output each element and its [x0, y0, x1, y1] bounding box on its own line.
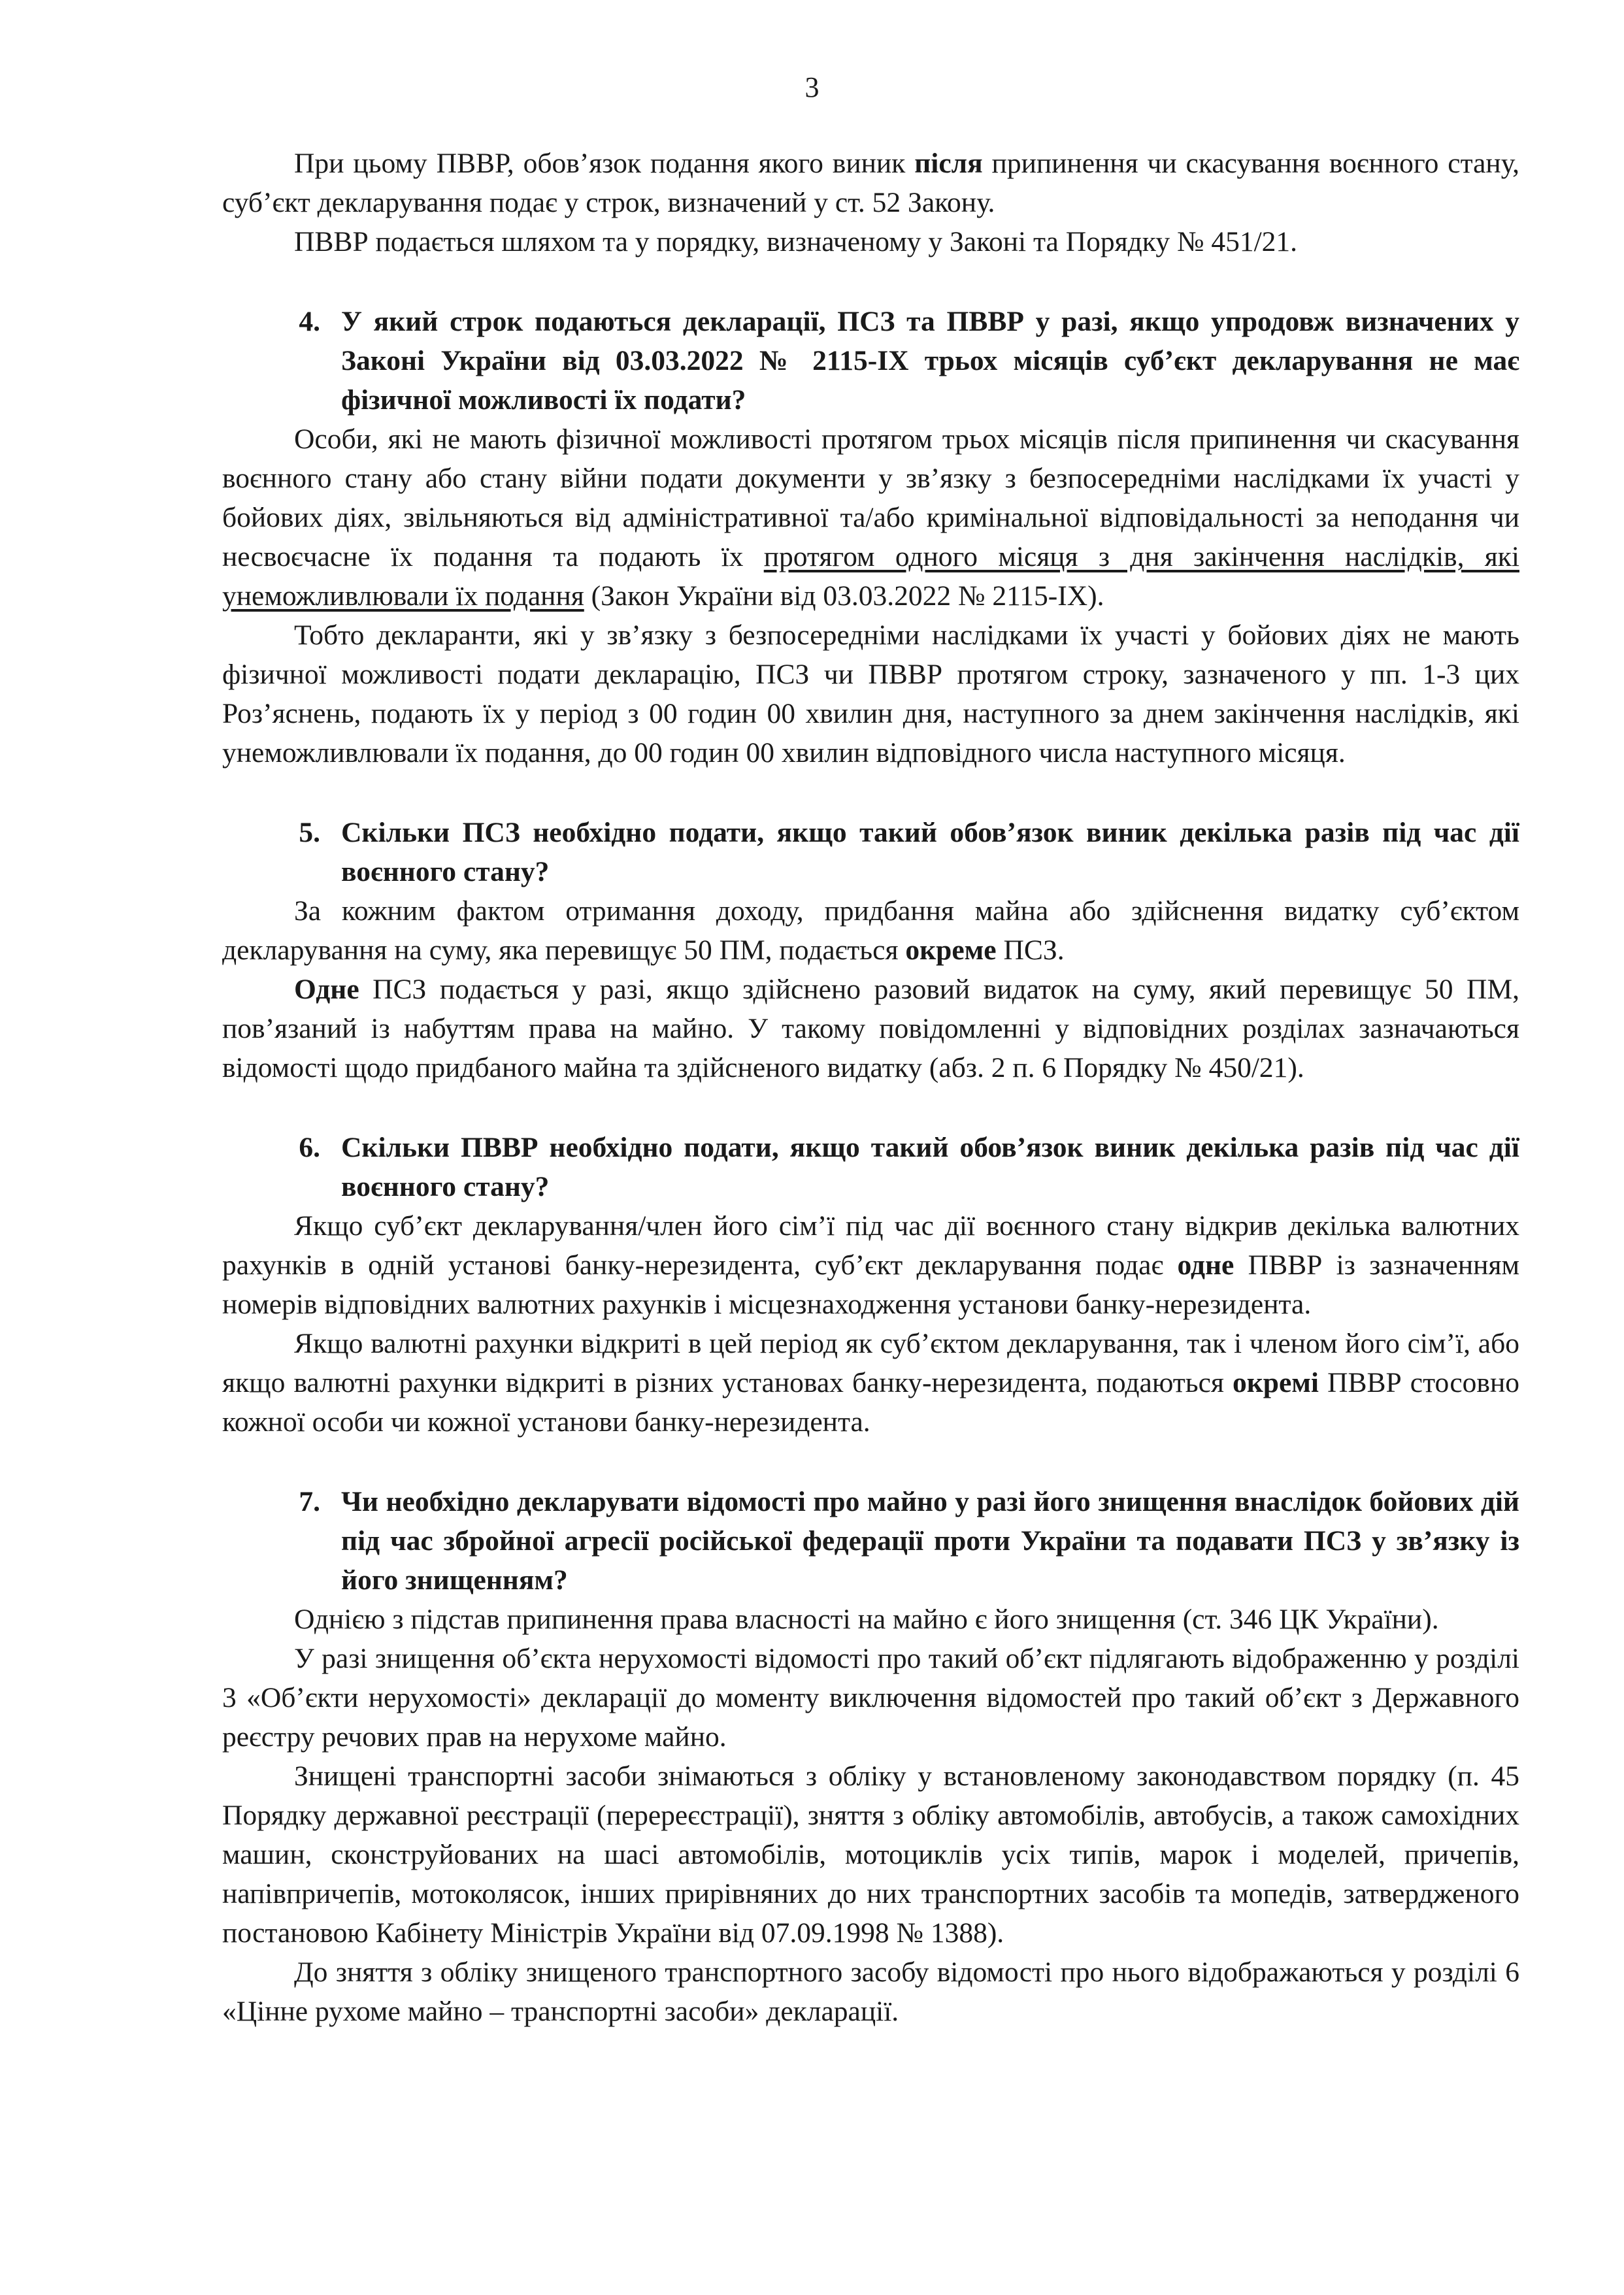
- text-run: Якщо валютні рахунки відкриті в цей період як суб’єктом декларування, так і членом його сім’ї, або якщо валютні рахунки відкриті в різних установах банку-нерезидента, подаються: [222, 1328, 1519, 1398]
- bold-text: одне: [1177, 1249, 1235, 1281]
- question-7-heading: [222, 1482, 1519, 1600]
- q5-paragraph-1: [222, 891, 1519, 970]
- q7-paragraph-1: Однією з підстав припинення права власності на майно є його знищення (ст. 346 ЦК України).: [294, 1604, 1439, 1635]
- q5-paragraph-2: [222, 970, 1519, 1087]
- question-title: Скільки ПВВР необхідно подати, якщо такий обов’язок виник декілька разів під час дії воєнного стану?: [341, 1132, 1519, 1202]
- text-run: При цьому ПВВР, обов’язок подання якого виник: [294, 148, 915, 179]
- question-5-heading: [222, 813, 1519, 891]
- text-run: ПСЗ.: [996, 934, 1065, 966]
- text-run: За кожним фактом отримання доходу, придбання майна або здійснення видатку суб’єктом декларування на суму, яка перевищує 50 ПМ, подається: [222, 895, 1519, 966]
- question-number: 5.: [299, 817, 320, 848]
- question-4-heading: [222, 302, 1519, 420]
- q7-paragraph-2: У разі знищення об’єкта нерухомості відомості про такий об’єкт підлягають відображенню у розділі 3 «Об’єкти нерухомості» декларації до моменту виключення відомостей про такий об’єкт з Державного реєстру речових прав на нерухоме майно.: [222, 1643, 1519, 1753]
- q4-paragraph-2: Тобто декларанти, які у зв’язку з безпосередніми наслідками їх участі у бойових діях не мають фізичної можливості подати декларацію, ПСЗ чи ПВВР протягом строку, зазначеного у пп. 1-3 цих Роз’яснень, подають їх у період з 00 годин 00 хвилин дня, наступного за днем закінчення наслідків, які унеможливлювали їх подання, до 00 годин 00 хвилин відповідного числа наступного місяця.: [222, 619, 1519, 768]
- q6-paragraph-2: [222, 1324, 1519, 1442]
- text-run: ПВВР стосовно кожної особи чи кожної установи банку-нерезидента.: [222, 1367, 1519, 1438]
- bold-text: окреме: [905, 934, 997, 966]
- bold-text: після: [914, 148, 983, 179]
- underlined-text: протягом одного місяця з дня закінчення наслідків, які унеможливлювали їх подання: [222, 541, 1519, 612]
- question-number: 6.: [299, 1132, 320, 1163]
- text-run: Якщо суб’єкт декларування/член його сім’ї під час дії воєнного стану відкрив декілька валютних рахунків в одній установі банку-нерезидента, суб’єкт декларування подає: [222, 1210, 1519, 1281]
- bold-text: окремі: [1232, 1367, 1319, 1398]
- text-run: (Закон України від 03.03.2022 № 2115-IX).: [584, 580, 1104, 612]
- text-run: припинення чи скасування воєнного стану, суб’єкт декларування подає у строк, визначений у ст. 52 Закону.: [222, 148, 1519, 218]
- bold-text: Одне: [294, 974, 359, 1005]
- q4-paragraph-1: [222, 420, 1519, 616]
- question-title: Скільки ПСЗ необхідно подати, якщо такий обов’язок виник декілька разів під час дії воєнного стану?: [341, 817, 1519, 887]
- q6-paragraph-1: [222, 1206, 1519, 1324]
- document-body: [222, 144, 1519, 2031]
- intro-paragraph-1: [222, 144, 1519, 222]
- q7-paragraph-4: До зняття з обліку знищеного транспортного засобу відомості про нього відображаються у розділі 6 «Цінне рухоме майно – транспортні засоби» декларації.: [222, 1957, 1519, 2027]
- question-number: 7.: [299, 1486, 320, 1517]
- text-run: Особи, які не мають фізичної можливості протягом трьох місяців після припинення чи скасування воєнного стану або стану війни подати документи у зв’язку з безпосередніми наслідками їх участі у бойових діях, звільняються від адміністративної та/або кримінальної відповідальності за неподання чи несвоєчасне їх подання та подають їх: [222, 423, 1519, 572]
- text-run: ПСЗ подається у разі, якщо здійснено разовий видаток на суму, який перевищує 50 ПМ, пов’язаний із набуттям права на майно. У такому повідомленні у відповідних розділах зазначаються відомості щодо придбаного майна та здійсненого видатку (абз. 2 п. 6 Порядку № 450/21).: [222, 974, 1519, 1083]
- question-title: У який строк подаються декларації, ПСЗ та ПВВР у разі, якщо упродовж визначених у Законі України від 03.03.2022 № 2115-IX трьох місяців суб’єкт декларування не має фізичної можливості їх подати?: [341, 306, 1519, 416]
- page-number: 3: [804, 71, 820, 103]
- question-number: 4.: [299, 306, 320, 337]
- q7-paragraph-3: Знищені транспортні засоби знімаються з обліку у встановленому законодавством порядку (п. 45 Порядку державної реєстрації (перереєстрації), зняття з обліку автомобілів, автобусів, а також самохідних машин, сконструйованих на шасі автомобілів, мотоциклів усіх типів, марок і моделей, причепів, напівпричепів, мотоколясок, інших прирівняних до них транспортних засобів та мопедів, затвердженого постановою Кабінету Міністрів України від 07.09.1998 № 1388).: [222, 1760, 1519, 1949]
- question-6-heading: [222, 1128, 1519, 1206]
- question-title: Чи необхідно декларувати відомості про майно у разі його знищення внаслідок бойових дій під час збройної агресії російської федерації проти України та подавати ПСЗ у зв’язку із його знищенням?: [341, 1486, 1519, 1596]
- intro-paragraph-2: ПВВР подається шляхом та у порядку, визначеному у Законі та Порядку № 451/21.: [294, 226, 1298, 257]
- text-run: ПВВР із зазначенням номерів відповідних валютних рахунків і місцезнаходження установи банку-нерезидента.: [222, 1249, 1519, 1320]
